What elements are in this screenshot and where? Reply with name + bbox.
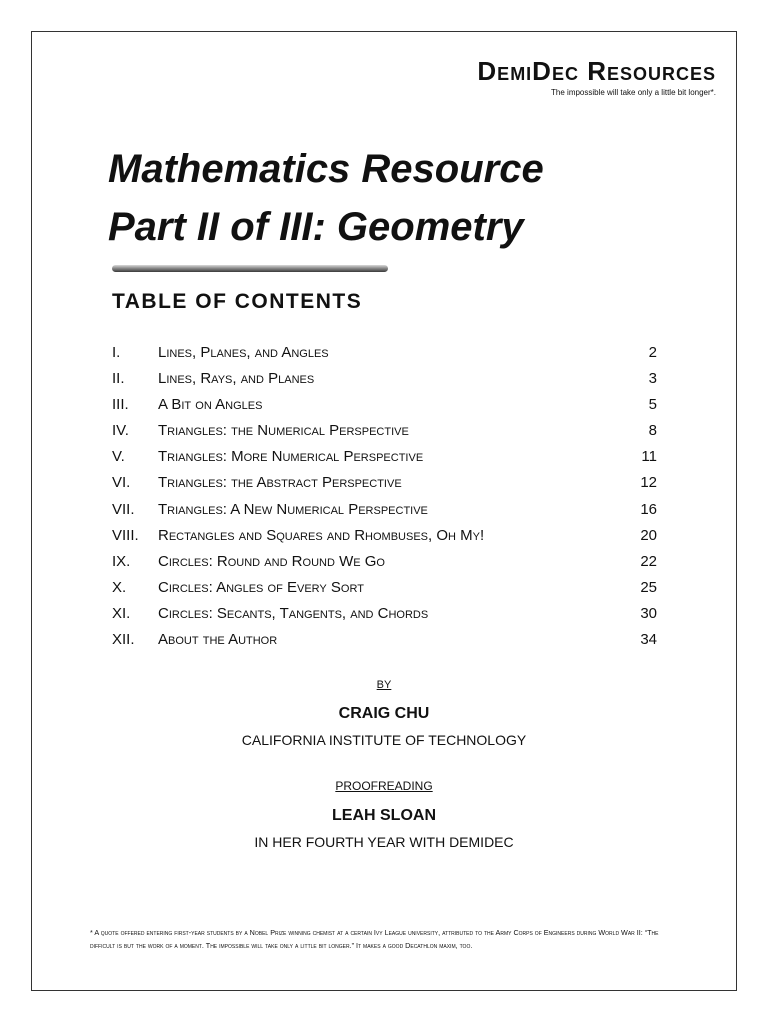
title-line-2: Part II of III: Geometry (108, 205, 524, 249)
toc-entry-page: 12 (640, 474, 657, 492)
toc-entry-title: Circles: Round and Round We Go (158, 552, 385, 570)
toc-entry-page: 2 (648, 344, 657, 361)
toc-entry-number: VII. (112, 500, 135, 518)
title-line-1: Mathematics Resource (108, 147, 544, 191)
toc-heading: TABLE OF CONTENTS (112, 290, 363, 313)
table-of-contents (112, 340, 657, 653)
toc-entry-number: III. (112, 396, 129, 414)
toc-entry-page: 3 (648, 370, 657, 388)
brand-header (477, 56, 716, 98)
toc-entry (112, 444, 657, 470)
toc-entry-title: Circles: Secants, Tangents, and Chords (158, 604, 429, 622)
toc-entry-number: XI. (112, 604, 131, 622)
toc-entry-number: VI. (112, 474, 131, 492)
toc-entry-page: 20 (640, 526, 657, 544)
toc-entry-number: I. (112, 344, 121, 361)
toc-entry-page: 16 (640, 500, 657, 518)
toc-entry-page: 5 (648, 396, 657, 414)
toc-entry-number: II. (112, 370, 125, 388)
toc-entry-number: XII. (112, 631, 135, 649)
toc-entry-page: 8 (648, 422, 657, 440)
title-divider (112, 265, 388, 272)
toc-entry (112, 470, 657, 496)
toc-entry (112, 601, 657, 627)
toc-entry-page: 34 (640, 631, 657, 649)
toc-entry-number: IX. (112, 552, 131, 570)
toc-entry-title: Triangles: the Numerical Perspective (158, 422, 409, 440)
toc-entry-number: X. (112, 578, 127, 596)
toc-entry-page: 11 (641, 448, 657, 466)
toc-entry-title: Triangles: the Abstract Perspective (158, 474, 402, 492)
toc-entry (112, 549, 657, 575)
toc-entry-title: Triangles: A New Numerical Perspective (158, 500, 428, 518)
document-title (108, 140, 544, 256)
toc-entry-title: A Bit on Angles (158, 396, 263, 414)
proofreading-label: PROOFREADING (335, 779, 433, 793)
proofreader-name: LEAH SLOAN (332, 807, 436, 824)
toc-entry (112, 497, 657, 523)
toc-entry-number: IV. (112, 422, 129, 440)
toc-entry (112, 418, 657, 444)
toc-entry (112, 392, 657, 418)
toc-entry-title: About the Author (158, 631, 278, 649)
toc-entry-title: Triangles: More Numerical Perspective (158, 448, 424, 466)
toc-entry (112, 627, 657, 653)
toc-entry (112, 340, 657, 366)
toc-entry-title: Lines, Planes, and Angles (158, 344, 329, 361)
toc-entry (112, 523, 657, 549)
brand-name: DemiDec Resources (477, 56, 716, 86)
by-label: BY (376, 679, 392, 691)
toc-entry-page: 22 (640, 552, 657, 570)
toc-entry-page: 25 (640, 578, 657, 596)
toc-entry (112, 575, 657, 601)
proofreader-note: IN HER FOURTH YEAR WITH DEMIDEC (254, 834, 514, 850)
author-name: CRAIG CHU (338, 705, 430, 722)
footnote: * A quote offered entering first-year students by a Nobel Prize winning chemist at a certain Ivy League university, attributed to the Army Corps of Engineers during World War II: “The difficult is but the work of a moment. The impossible will take only a little bit longer.” It makes a good Decathlon maxim, too. (90, 928, 659, 950)
toc-entry (112, 366, 657, 392)
toc-entry-title: Rectangles and Squares and Rhombuses, Oh My! (158, 526, 485, 544)
author-affiliation: CALIFORNIA INSTITUTE OF TECHNOLOGY (241, 732, 527, 748)
toc-entry-number: VIII. (112, 526, 139, 544)
toc-entry-title: Lines, Rays, and Planes (158, 370, 315, 388)
brand-tagline: The impossible will take only a little bit longer*. (551, 88, 716, 97)
toc-entry-page: 30 (640, 604, 657, 622)
toc-entry-title: Circles: Angles of Every Sort (158, 578, 364, 596)
toc-entry-number: V. (112, 448, 125, 466)
